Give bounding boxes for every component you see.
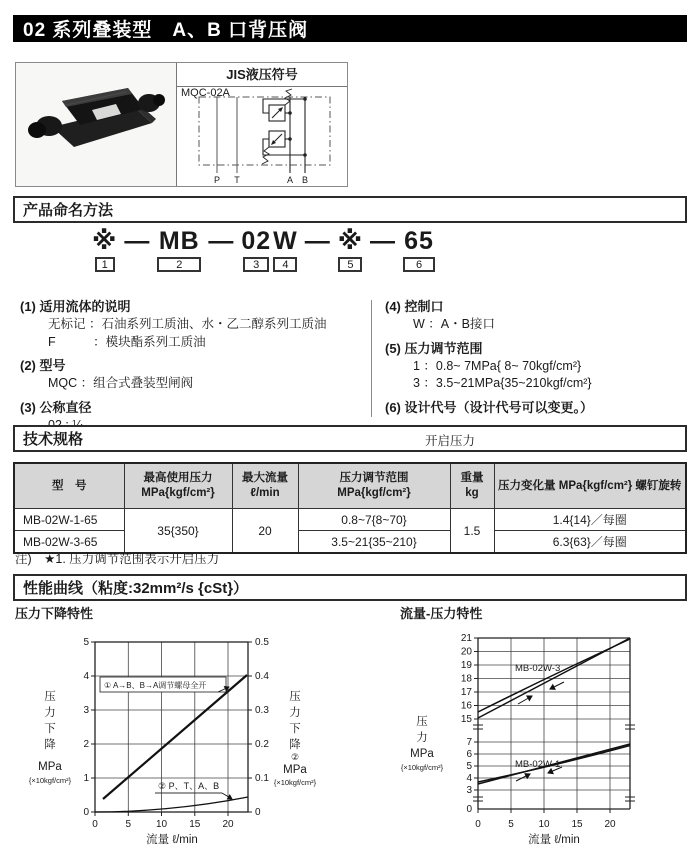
naming-item-title: (4) 控制口: [385, 299, 444, 314]
y-tick-label: 0.4: [255, 671, 269, 682]
code-text: —: [124, 227, 151, 255]
naming-item-line: W ：A・B接口: [413, 317, 495, 332]
y-label-char: 下: [44, 723, 56, 735]
col-weight: 重量 kg: [450, 463, 494, 509]
x-tick-label: 15: [189, 819, 201, 830]
y-label-unit: MPa: [38, 761, 62, 773]
y-label-char: 力: [44, 707, 56, 719]
right-chart-subtitle: 流量-压力特性: [400, 606, 483, 621]
code-box: 2: [157, 257, 201, 272]
port-label-b: B: [301, 175, 309, 185]
naming-item-line: MQC ：组合式叠装型闸阀: [48, 376, 194, 391]
naming-item-title: (5) 压力调节范围: [385, 340, 483, 356]
table-row: [14, 509, 686, 531]
annotation-ptab: [155, 781, 232, 799]
code-part: [124, 228, 150, 254]
weight-cell: 1.5: [450, 509, 494, 554]
naming-left-column: [20, 292, 368, 435]
naming-item-line: 1 ：0.8~ 7MPa{ 8~ 70kgf/cm²}: [413, 358, 582, 373]
y-label-char: 压: [289, 691, 301, 703]
code-text: —: [370, 227, 397, 255]
spec-note: 注) ★1. 压力调节范围表示开启压力: [15, 552, 220, 566]
naming-item-title: (6) 设计代号（设计代号可以变更。）: [385, 399, 594, 415]
y-tick-label: 0: [255, 807, 261, 818]
x-tick-label: 10: [155, 819, 168, 830]
y-tick-label: 0: [83, 807, 89, 818]
annotation-nut-open: [100, 677, 229, 692]
y-label-unit: {×10kgf/cm²}: [273, 778, 317, 787]
x-tick-label: 5: [508, 819, 514, 830]
col-max-flow: 最大流量 ℓ/min: [232, 463, 298, 509]
code-text: —: [304, 227, 331, 255]
y-label-unit: MPa: [283, 764, 307, 776]
code-part: [92, 228, 117, 272]
y-tick-label: 2: [83, 739, 89, 750]
x-tick-label: 20: [222, 819, 234, 830]
specs-section-header: 技术规格 开启压力: [13, 425, 687, 452]
port-label-p: P: [213, 175, 221, 185]
spec-table: [13, 462, 687, 554]
y-label-char: 力: [416, 732, 428, 744]
flow-pressure-chart: [378, 626, 692, 856]
y-tick-label: 15: [460, 714, 472, 725]
series-line-ptab: [95, 797, 248, 812]
y-axis-label: [401, 715, 444, 772]
max-pressure-cell: 35{350}: [124, 509, 232, 554]
y-tick-label: 20: [460, 646, 472, 658]
product-panel: [15, 62, 348, 187]
x-tick-label: 0: [475, 819, 481, 830]
y-tick-label: 0: [466, 804, 472, 815]
x-tick-label: 0: [92, 819, 98, 830]
y-label-char: 下: [289, 723, 301, 735]
y-tick-label: 0.5: [255, 637, 269, 648]
col-model: 型 号: [14, 463, 124, 509]
y-label-unit: {×10kgf/cm²}: [28, 776, 72, 785]
col-adjust-range: 压力调节范围 MPa{kgf/cm²}: [298, 463, 450, 509]
code-part: [241, 228, 271, 272]
y-axis-ticks: [461, 633, 473, 815]
series-mark: ②: [290, 752, 300, 762]
code-part: [338, 228, 363, 272]
series-label-mb02w3: MB-02W-3: [515, 663, 561, 674]
page-title: 02 系列叠装型 A、B 口背压阀: [13, 15, 687, 42]
naming-item-title: (3) 公称直径: [20, 399, 92, 415]
code-part: [273, 228, 298, 272]
spec-table-header-row: [14, 463, 686, 509]
y-tick-label: 3: [466, 785, 472, 796]
y-axis-right-label: [274, 690, 317, 787]
series-mb02w3-band: [478, 638, 630, 718]
delta-cell: 1.4{14}／每圈: [494, 509, 686, 531]
column-divider: [371, 300, 372, 417]
code-part: [370, 228, 396, 254]
code-text: ※: [337, 227, 364, 255]
naming-item-line: F ：模块酯系列工质油: [48, 334, 206, 349]
hydraulic-symbol-diagram: [177, 87, 346, 185]
jis-symbol-header: JIS液压符号: [177, 63, 347, 87]
curves-section-header: 性能曲线（粘度:32mm²/s {cSt}）: [13, 574, 687, 601]
code-box: 1: [95, 257, 115, 272]
y-tick-label: 5: [83, 637, 89, 648]
y-tick-label: 3: [83, 705, 89, 716]
x-axis-ticks: [92, 819, 234, 830]
code-box: 3: [243, 257, 269, 272]
y-label-unit: MPa: [410, 748, 434, 760]
x-tick-label: 20: [604, 819, 616, 830]
y-tick-label: 16: [460, 700, 472, 712]
code-text: 02: [241, 227, 272, 255]
pressure-drop-chart: [12, 626, 332, 856]
symbol-model-label: MQC-02A: [181, 87, 230, 99]
y-axis-left-ticks: [83, 637, 89, 818]
y-label-unit: {×10kgf/cm²}: [400, 763, 444, 772]
model-cell: MB-02W-1-65: [14, 509, 124, 531]
code-text: W: [273, 227, 298, 255]
code-text: —: [208, 227, 235, 255]
x-tick-label: 5: [125, 819, 132, 830]
y-tick-label: 0.1: [255, 773, 269, 784]
model-code: [92, 228, 442, 272]
y-label-char: 压: [44, 691, 56, 703]
y-tick-label: 5: [466, 761, 472, 772]
left-chart-subtitle: 压力下降特性: [15, 606, 94, 621]
annotation-text: ② P、T、A、B: [158, 781, 220, 791]
port-label-a: A: [286, 175, 294, 185]
naming-item-line: 3 ：3.5~21MPa{35~210kgf/cm²}: [413, 376, 592, 391]
valve-photo-illustration: [16, 63, 176, 184]
col-pressure-change: 压力变化量 MPa{kgf/cm²} 螺钉旋转: [494, 463, 686, 509]
y-tick-label: 17: [460, 687, 472, 698]
y-tick-label: 4: [83, 671, 89, 682]
y-label-char: 降: [289, 739, 301, 751]
y-tick-label: 7: [466, 737, 472, 748]
code-part: [305, 228, 331, 254]
code-box: 4: [273, 257, 297, 272]
range-cell: 3.5~21{35~210}: [298, 531, 450, 554]
x-tick-label: 10: [538, 819, 550, 830]
naming-section-header: 产品命名方法: [13, 196, 687, 223]
y-tick-label: 0.2: [255, 739, 269, 750]
y-tick-label: 1: [83, 773, 89, 784]
range-cell: 0.8~7{8~70}: [298, 509, 450, 531]
code-box: 6: [403, 257, 435, 272]
code-part: [157, 228, 201, 272]
port-label-t: T: [234, 175, 240, 185]
x-tick-label: 15: [571, 819, 583, 830]
model-cell: MB-02W-3-65: [14, 531, 124, 554]
code-box: 5: [338, 257, 362, 272]
jis-symbol-area: [176, 63, 347, 186]
y-label-char: 压: [416, 716, 428, 728]
code-text: ※: [92, 227, 118, 255]
y-tick-label: 6: [466, 749, 472, 760]
naming-item-title: (1) 适用流体的说明: [20, 299, 131, 314]
naming-item-title: (2) 型号: [20, 358, 66, 374]
x-axis-ticks: [475, 819, 616, 830]
delta-cell: 6.3{63}／每圈: [494, 531, 686, 554]
product-photo: [16, 63, 176, 186]
y-label-char: 降: [44, 739, 56, 751]
naming-item-line: 无标记 ：石油系列工质油、水・乙二醇系列工质油: [48, 317, 327, 332]
annotation-text: ① A→B、B→A调节螺母全开: [104, 681, 207, 690]
y-tick-label: 21: [460, 633, 472, 644]
max-flow-cell: 20: [232, 509, 298, 554]
col-max-pressure: 最高使用压力 MPa{kgf/cm²}: [124, 463, 232, 509]
code-part: [208, 228, 234, 254]
code-text: MB: [158, 227, 200, 255]
code-part: [403, 228, 435, 272]
y-label-char: 力: [289, 707, 301, 719]
x-axis-label: 流量 ℓ/min: [146, 834, 198, 846]
y-tick-label: 18: [460, 673, 472, 685]
y-tick-label: 4: [466, 773, 472, 784]
y-axis-right-ticks: [255, 637, 269, 818]
y-axis-left-label: [29, 690, 72, 785]
x-axis-label: 流量 ℓ/min: [528, 834, 580, 846]
series-label-mb02w1: MB-02W-1: [515, 759, 561, 770]
open-pressure-label: 开启压力: [425, 434, 476, 448]
naming-right-column: [385, 292, 685, 417]
jis-symbol-body: [177, 87, 347, 186]
code-text: 65: [404, 227, 434, 255]
y-tick-label: 0.3: [255, 705, 269, 716]
y-tick-label: 19: [460, 660, 472, 671]
